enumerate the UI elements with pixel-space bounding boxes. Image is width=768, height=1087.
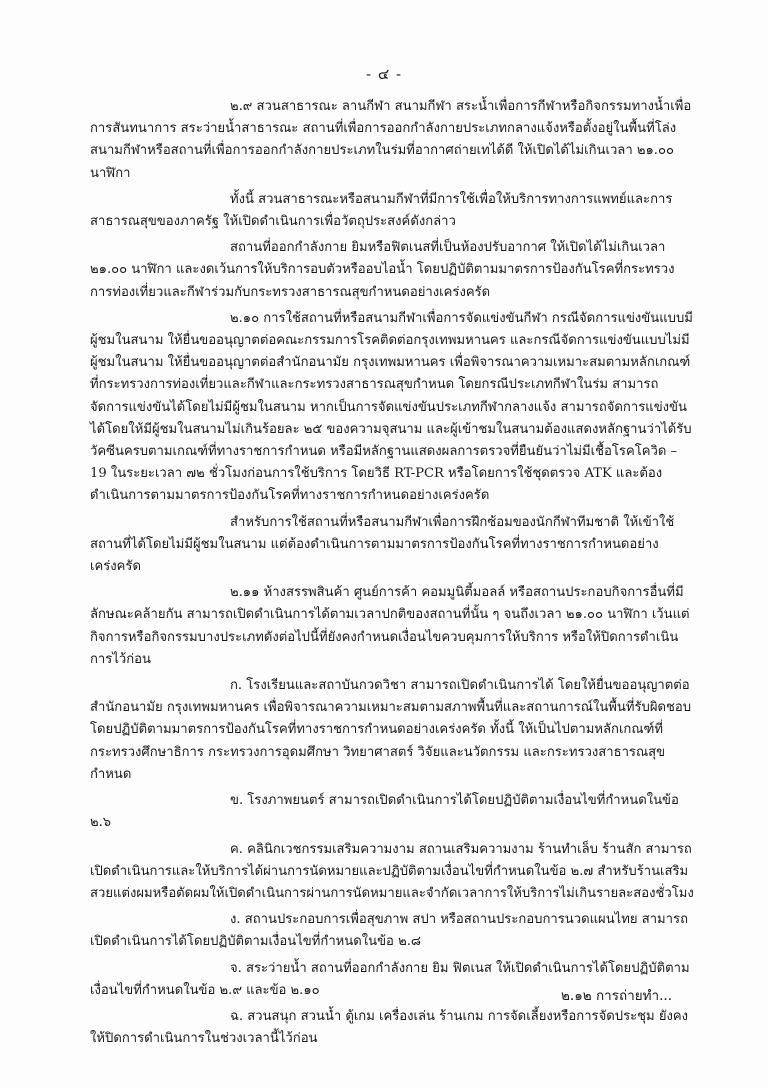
paragraph-2-11-f: ฉ. สวนสนุก สวนน้ำ ตู้เกม เครื่องเล่น ร้านเกม การจัดเลี้ยงหรือการจัดประชุม ยังคงให้ปิดการดำเนินการในช่วงเวลานี้ไว้ก่อน — [90, 1008, 689, 1047]
paragraph-2-11: ๒.๑๑ ห้างสรรพสินค้า ศูนย์การค้า คอมมูนิตี้มอลล์ หรือสถานประกอบกิจการอื่นที่มีลักษณะคล้ายกัน สามารถเปิดดำเนินการได้ตามเวลาปกติของสถานที่นั้น ๆ จนถึงเวลา ๒๑.๐๐ นาฬิกา เว้นแต่กิจการหรือกิจกรรมบางประเภทดังต่อไปนี้ที่ยังคงกำหนดเงื่อนไขควบคุมการให้บริการ หรือให้ปิดการดำเนินการไว้ก่อน — [90, 585, 690, 667]
paragraph-2-9-gym: สถานที่ออกกำลังกาย ยิมหรือฟิตเนสที่เป็นห้องปรับอากาศ ให้เปิดได้ไม่เกินเวลา ๒๑.๐๐ นาฬิกา และงดเว้นการให้บริการอบตัวหรืออบไอน้ำ โดยปฏิบัติตามมาตรการป้องกันโรคที่กระทรวงการท่องเที่ยวและกีฬาร่วมกับกระทรวงสาธารณสุขกำหนดอย่างเคร่งครัด — [90, 240, 675, 300]
paragraph-2-11-c: ค. คลินิกเวชกรรมเสริมความงาม สถานเสริมความงาม ร้านทำเล็บ ร้านสัก สามารถเปิดดำเนินการและให้บริการได้ผ่านการนัดหมายและปฏิบัติตามเงื่อนไขที่กำหนดในข้อ ๒.๗ สำหรับร้านเสริมสวยแต่งผมหรือตัดผมให้เปิดดำเนินการผ่านการนัดหมายและจำกัดเวลาการให้บริการไม่เกินรายละสองชั่วโมง — [90, 841, 694, 901]
paragraph-2-11-a: ก. โรงเรียนและสถาบันกวดวิชา สามารถเปิดดำเนินการได้ โดยให้ยื่นขออนุญาตต่อสำนักอนามัย กรุงเทพมหานคร เพื่อพิจารณาความเหมาะสมตามสภาพพื้นที่และสถานการณ์ในพื้นที่รับผิดชอบ โดยปฏิบัติตามมาตรการป้องกันโรคที่ทางราชการกำหนดอย่างเคร่งครัด ทั้งนี้ ให้เป็นไปตามหลักเกณฑ์ที่กระทรวงศึกษาธิการ กระทรวงการอุดมศึกษา วิทยาศาสตร์ วิจัยและนวัตกรรม และกระทรวงสาธารณสุขกำหนด — [90, 678, 692, 782]
paragraph-2-10-training: สำหรับการใช้สถานที่หรือสนามกีฬาเพื่อการฝึกซ้อมของนักกีฬาทีมชาติ ให้เข้าใช้สถานที่ได้โดยไม่มีผู้ชมในสนาม แต่ต้องดำเนินการตามมาตรการป้องกันโรคที่ทางราชการกำหนดอย่างเคร่งครัด — [90, 514, 675, 575]
paragraph-2-10: ๒.๑๐ การใช้สถานที่หรือสนามกีฬาเพื่อการจัดแข่งขันกีฬา กรณีจัดการแข่งขันแบบมีผู้ชมในสนาม ให้ยื่นขออนุญาตต่อคณะกรรมการโรคติดต่อกรุงเทพมหานคร และกรณีจัดการแข่งขันแบบไม่มีผู้ชมในสนาม ให้ยื่นขออนุญาตต่อสำนักอนามัย กรุงเทพมหานคร เพื่อพิจารณาความเหมาะสมตามหลักเกณฑ์ที่กระทรวงการท่องเที่ยวและกีฬาและกระทรวงสาธารณสุขกำหนด โดยกรณีประเภทกีฬาในร่ม สามารถจัดการแข่งขันได้โดยไม่มีผู้ชมในสนาม หากเป็นการจัดแข่งขันประเภทกีฬากลางแจ้ง สามารถจัดการแข่งขันได้โดยให้มีผู้ชมในสนามไม่เกินร้อยละ ๒๕ ของความจุสนาม และผู้เข้าชมในสนามต้องแสดงหลักฐานว่าได้รับวัคซีนครบตามเกณฑ์ที่ทางราชการกำหนด หรือมีหลักฐานแสดงผลการตรวจที่ยืนยันว่าไม่มีเชื้อโรคโควิด – 19 ในระยะเวลา ๗๒ ชั่วโมงก่อนการใช้บริการ โดยวิธี RT-PCR หรือโดยการใช้ชุดตรวจ ATK และต้องดำเนินการตามมาตรการป้องกันโรคที่ทางราชการกำหนดอย่างเคร่งครัด — [90, 310, 693, 504]
page-number: - ๔ - — [365, 65, 403, 83]
paragraph-2-9: ๒.๙ สวนสาธารณะ ลานกีฬา สนามกีฬา สระน้ำเพื่อการกีฬาหรือกิจกรรมทางน้ำเพื่อการสันทนาการ สระว่ายน้ำสาธารณะ สถานที่เพื่อการออกกำลังกายประเภทกลางแจ้งหรือตั้งอยู่ในพื้นที่โล่ง สนามกีฬาหรือสถานที่เพื่อการออกกำลังกายประเภทในร่มที่อากาศถ่ายเทได้ดี ให้เปิดได้ไม่เกินเวลา ๒๑.๐๐ นาฬิกา — [90, 99, 692, 181]
document-body — [90, 96, 694, 1054]
paragraph-2-11-d: ง. สถานประกอบการเพื่อสุขภาพ สปา หรือสถานประกอบการนวดแผนไทย สามารถเปิดดำเนินการได้โดยปฏิบัติตามเงื่อนไขที่กำหนดในข้อ ๒.๘ — [90, 912, 688, 950]
paragraph-2-11-e: จ. สระว่ายน้ำ สถานที่ออกกำลังกาย ยิม ฟิตเนส ให้เปิดดำเนินการได้โดยปฏิบัติตามเงื่อนไขที่กำหนดในข้อ ๒.๙ และข้อ ๒.๑๐ — [90, 960, 690, 998]
paragraph-2-11-b: ข. โรงภาพยนตร์ สามารถเปิดดำเนินการได้โดยปฏิบัติตามเงื่อนไขที่กำหนดในข้อ ๒.๖ — [90, 793, 679, 831]
next-page-marker: ๒.๑๒ การถ่ายทำ... — [561, 988, 672, 1004]
paragraph-2-9-note: ทั้งนี้ สวนสาธารณะหรือสนามกีฬาที่มีการใช้เพื่อให้บริการทางการแพทย์และการสาธารณสุขของภาครัฐ ให้เปิดดำเนินการเพื่อวัตถุประสงค์ดังกล่าว — [90, 191, 673, 230]
